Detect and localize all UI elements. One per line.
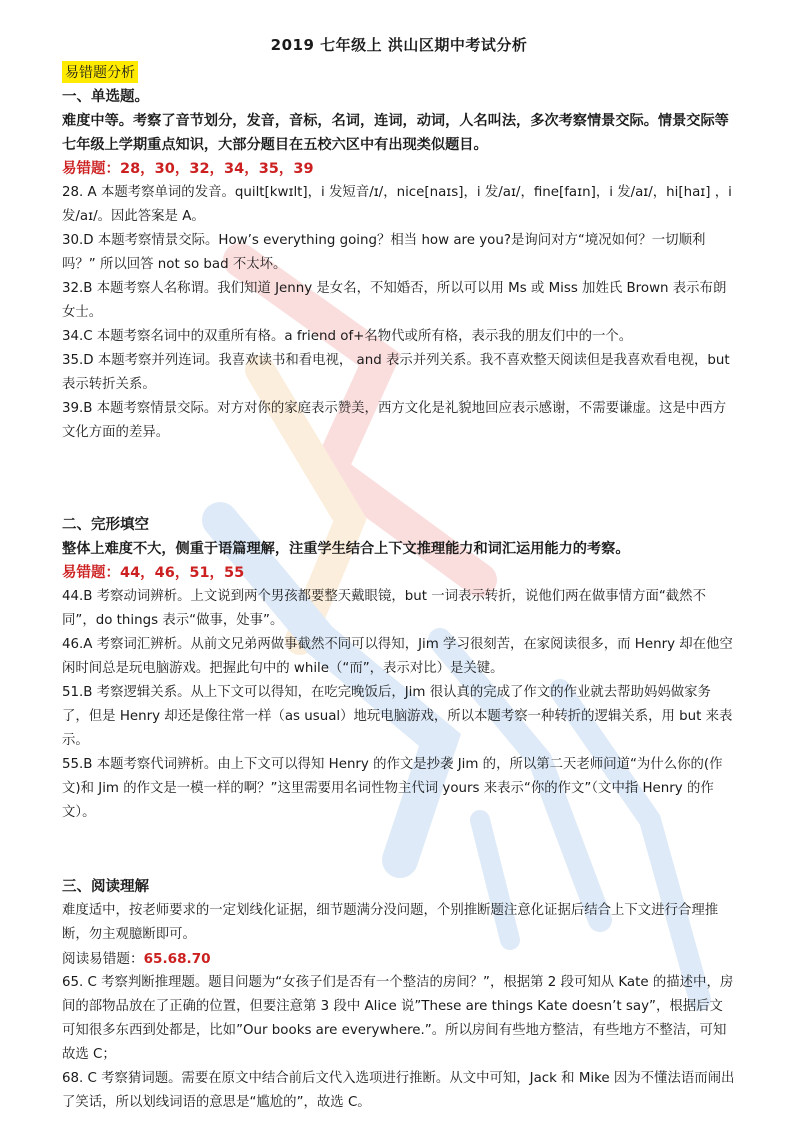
answer-item: 39.B 本题考察情景交际。对方对你的家庭表示赞美，西方文化是礼貌地回应表示感谢，不需要谦虚。这是中西方文化方面的差异。	[62, 401, 727, 440]
error-numbers: 28，30，32，34，35，39	[120, 161, 314, 177]
section-summary: 难度适中，按老师要求的一定划线化证据，细节题满分没问题，个别推断题注意化证据后结合上下文进行合理推断，勿主观臆断即可。	[62, 903, 719, 942]
error-numbers: 44，46，51，55	[120, 565, 245, 581]
error-numbers: 65.68.70	[143, 951, 211, 967]
section-cloze	[62, 513, 736, 825]
answer-item: 46.A 考察词汇辨析。从前文兄弟两做事截然不同可以得知，Jim 学习很刻苦，在家阅读很多，而 Henry 却在他空闲时间总是玩电脑游戏。把握此句中的 while（“而”，表示对比）是关键。	[62, 637, 733, 676]
section-heading: 三、阅读理解	[62, 879, 149, 895]
highlight-tag: 易错题分析	[62, 61, 138, 83]
section-summary: 难度中等。考察了音节划分，发音，音标，名词，连词，动词，人名叫法，多次考察情景交际。情景交际等七年级上学期重点知识，大部分题目在五校六区中有出现类似题目。	[62, 113, 729, 153]
answer-item: 44.B 考察动词辨析。上文说到两个男孩都要整天戴眼镜，but 一词表示转折，说他们两在做事情方面“截然不同”，do things 表示“做事，处事”。	[62, 589, 706, 628]
answer-item: 65. C 考察判断推理题。题目问题为“女孩子们是否有一个整洁的房间？”，根据第 2 段可知从 Kate 的描述中，房间的部物品放在了正确的位置，但要注意第 3 段中 Alice 说”These are things Kate doesn’t say”，根据后文可知很多东西到处都是，比如”Our books are everywhere.”。所以房间有些地方整洁，有些地方不整洁，可知故选 C；	[62, 975, 734, 1062]
answer-item: 55.B 本题考察代词辨析。由上下文可以得知 Henry 的作文是抄袭 Jim 的，所以第二天老师问道“为什么你的(作文)和 Jim 的作文是一模一样的啊？”这里需要用名词性物主代词 yours 来表示“你的作文”（文中指 Henry 的作文）。	[62, 757, 723, 820]
section-single-choice	[62, 85, 736, 445]
error-label: 易错题：	[62, 565, 120, 581]
error-label: 易错题：	[62, 161, 120, 177]
section-heading: 一、单选题。	[62, 89, 149, 105]
answer-item: 32.B 本题考察人名称谓。我们知道 Jenny 是女名，不知婚否，所以可以用 Ms 或 Miss 加姓氏 Brown 表示布朗女士。	[62, 281, 727, 320]
error-questions	[62, 561, 736, 585]
answer-item: 51.B 考察逻辑关系。从上下文可以得知，在吃完晚饭后，Jim 很认真的完成了作文的作业就去帮助妈妈做家务了，但是 Henry 却还是像往常一样（as usual）地玩电脑游戏，所以本题考察一种转折的逻辑关系，用 but 来表示。	[62, 685, 733, 748]
page-title: 2019 七年级上 洪山区期中考试分析	[270, 36, 528, 54]
error-label: 阅读易错题：	[62, 951, 144, 967]
section-reading	[62, 875, 736, 1115]
answer-item: 68. C 考察猜词题。需要在原文中结合前后文代入选项进行推断。从文中可知，Jack 和 Mike 因为不懂法语而闹出了笑话，所以划线词语的意思是“尴尬的”，故选 C。	[62, 1071, 735, 1110]
answer-item: 30.D 本题考察情景交际。How’s everything going？相当 how are you?是询问对方“境况如何？一切顺利吗？” 所以回答 not so bad 不太坏。	[62, 233, 706, 272]
error-questions	[62, 157, 736, 181]
answer-item: 35.D 本题考察并列连词。我喜欢读书和看电视， and 表示并列关系。我不喜欢整天阅读但是我喜欢看电视，but 表示转折关系。	[62, 353, 730, 392]
error-questions	[62, 947, 736, 971]
answer-item: 28. A 本题考察单词的发音。quilt[kwɪlt]，i 发短音/ɪ/，nice[naɪs]，i 发/aɪ/，fine[faɪn]，i 发/aɪ/，hi[haɪ] ，i 发/aɪ/。因此答案是 A。	[62, 185, 732, 224]
section-summary: 整体上难度不大，侧重于语篇理解，注重学生结合上下文推理能力和词汇运用能力的考察。	[62, 541, 630, 557]
section-heading: 二、完形填空	[62, 517, 149, 533]
answer-item: 34.C 本题考察名词中的双重所有格。a friend of+名物代或所有格，表示我的朋友们中的一个。	[62, 329, 633, 344]
